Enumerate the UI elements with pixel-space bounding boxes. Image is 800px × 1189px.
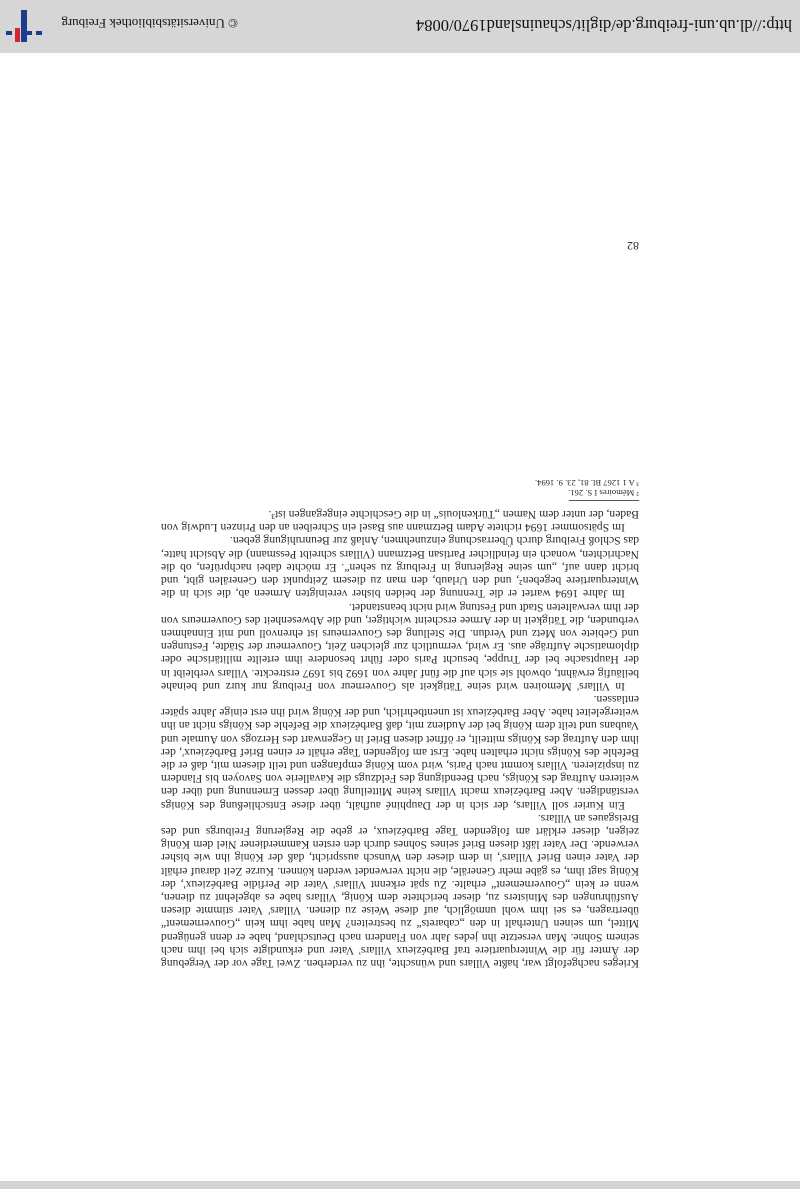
footnote-1: ² Mémoires I S. 261. xyxy=(568,487,639,498)
ub-freiburg-logo-icon xyxy=(6,10,42,42)
paragraph-3: In Villars' Memoiren wird seine Tätigkeit als Gouverneur von Freiburg nur kurz und beinahe beiläufig erwähnt, obwohl sie sich auf die fünf Jahre von 1692 bis 1697 erstreckte. Villars verbleibt in der Hauptsache bei der Truppe, besucht Paris oder führt besondere ihm erteilte militärische oder diplomatische Aufträge aus. Er wird, vermutlich zur gleichen Zeit, Gouverneur der Städte, Festungen und Gebiete von Metz und Verdun. Die Stellung des Gouverneurs ist ehrenvoll und mit Einnahmen verbunden, die Tätigkeit in der Armee erscheint wichtiger, und die Abwesenheit des Gouverneurs von der ihm verwalteten Stadt und Festung wird nicht beanstandet. xyxy=(161,600,639,693)
paragraph-5: Im Spätsommer 1694 richtete Adam Betzmann aus Basel ein Schreiben an den Prinzen Ludwig von Baden, der unter dem Namen „Türkenlouis“ in die Geschichte eingegangen ist³. xyxy=(161,508,639,535)
footnote-rule xyxy=(569,500,639,501)
paragraph-2: Ein Kurier soll Villars, der sich in der Dauphiné aufhält, über diese Entschließung des Königs verständigen. Aber Barbézieux macht Villars keine Mitteilung über dessen Ernennung und über den weiteren Auftrag des Königs, nach Beendigung des Feldzugs die Kavallerie von Savoyen bis Flandern zu inspizieren. Villars kommt nach Paris, wird vom König empfangen und teilt diesem mit, daß er die Befehle des Königs nicht erhalten habe. Erst am folgenden Tage erhält er einen Brief Barbézieux', der ihm den Auftrag des Königs mitteilt, er öffnet diesen Brief in Gegenwart des Herzogs von Aumale und Vaubans und teilt dem König bei der Audienz mit, daß Barbézieux die Befehle des Königs nicht an ihn weitergeleitet habe. Aber Barbézieux ist unentbehrlich, und der König wird ihn erst einige Jahre später entlassen. xyxy=(161,692,639,812)
footer-credit: © Universitätsbibliothek Freiburg xyxy=(61,16,238,31)
page-body-text xyxy=(161,477,639,970)
footnote-2: ³ A 1 1267 Bl. 81, 23. 9. 1694. xyxy=(534,477,639,488)
page-bottom-strip xyxy=(0,1181,800,1189)
footer-url-link[interactable]: http://dl.ub.uni-freiburg.de/diglit/schauinsland1970/0084 xyxy=(416,16,792,35)
paragraph-4: Im Jahre 1694 wartet er die Trennung der beiden bisher vereinigten Armeen ab, die sich in die Winterquartiere begeben², und den Urlaub, den man zu diesem Zeitpunkt den Generälen gibt, und bricht dann auf, „um seine Regierung in Freiburg zu sehen“. Er möchte dabei nachprüfen, ob die Nachrichten, wonach ein feindlicher Partisan Betzmann (Villars schreibt Pessmann) die Absicht hatte, das Schloß Freiburg durch Überraschung einzunehmen, Anlaß zur Beunruhigung geben. xyxy=(161,534,639,601)
paragraph-1: Krieges nachgefolgt war, haßte Villars und wünschte, ihn zu verderben. Zwei Tage vor der Vergebung der Ämter für die Winterquartiere traf Barbézieux Villars' Vater und erkundigte sich bei ihm nach seinem Sohne. Man versetzte ihn jedes Jahr von Flandern nach Deutschland, habe er denn genügend Mittel, um seinen Unterhalt in den „cabarets“ zu bestreiten? Man habe ihm kein „Gouvernement“ übertragen, es sei ihm wohl unmöglich, auf diese Weise zu dienen. Villars' Vater stimmte diesen Ausführungen des Ministers zu, dieser berichtete dem König, Villars habe es abgelehnt zu dienen, wenn er kein „Gouvernement“ erhalte. Zu spät erkennt Villars' Vater die Perfidie Barbézieux', der König sagt ihm, es gäbe mehr Generäle, die nicht verwendet werden können. Kurze Zeit darauf erhält der Vater einen Brief Villars', in dem dieser den Wunsch ausspricht, daß der König ihn wie bisher verwende. Der Vater läßt diesen Brief seines Sohnes durch den ersten Kammerdiener Niel dem König zeigen, dieser erklärt am folgenden Tage Barbézieux, er gebe die Regierung Freiburgs und des Breisgaues an Villars. xyxy=(161,811,639,970)
page-number: 82 xyxy=(627,239,639,253)
